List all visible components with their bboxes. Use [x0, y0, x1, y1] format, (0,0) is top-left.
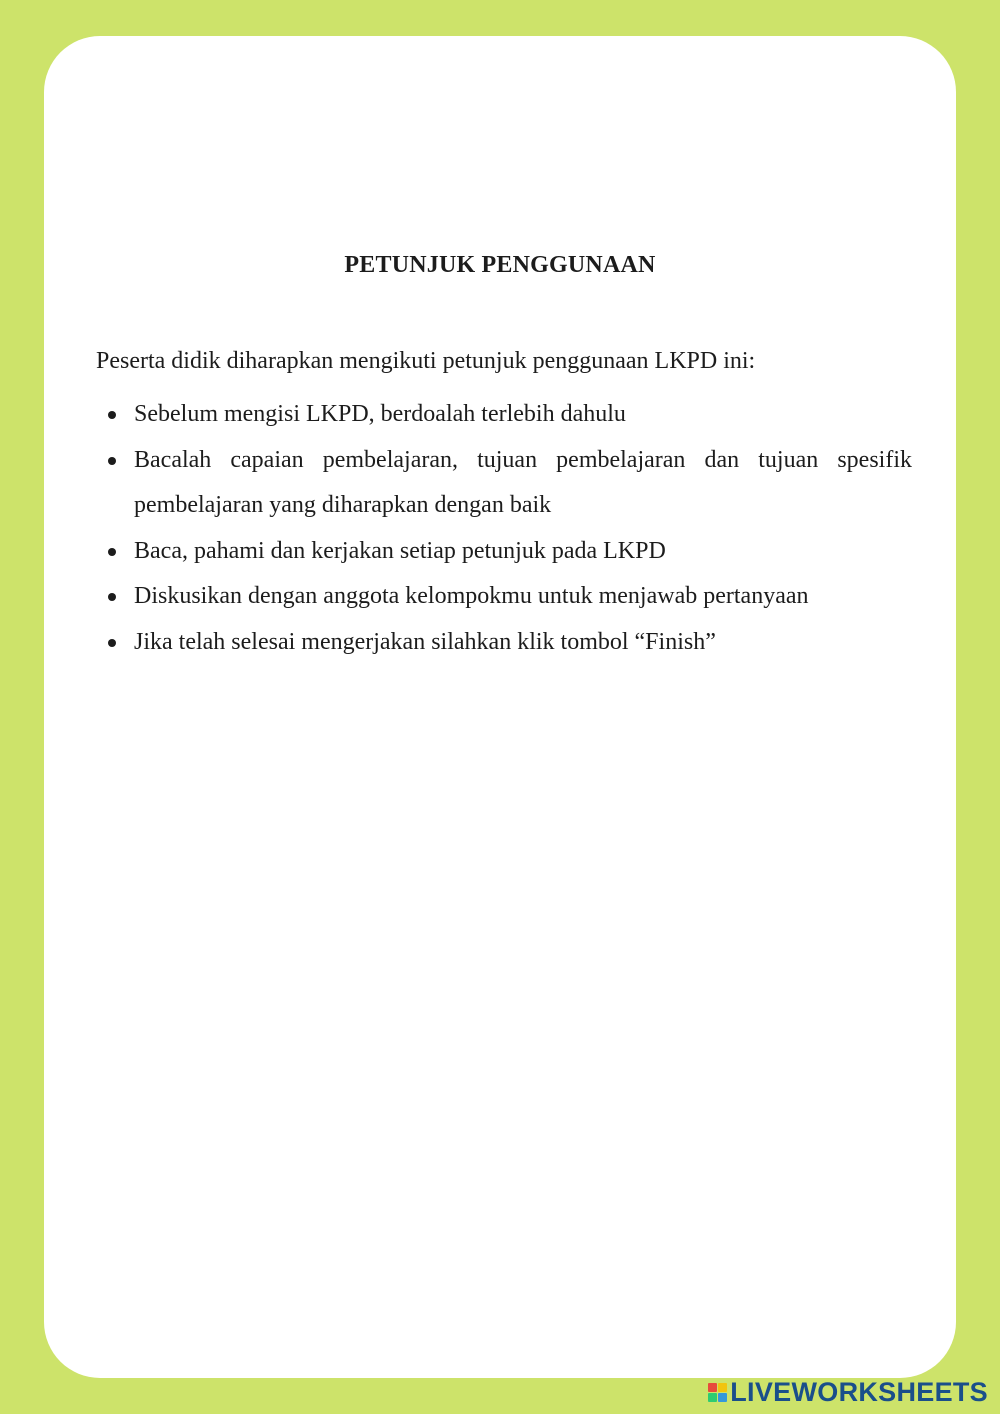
- bullet-icon: [108, 593, 116, 601]
- logo-square-green: [708, 1393, 717, 1402]
- bullet-icon: [108, 548, 116, 556]
- list-item: [96, 574, 912, 620]
- logo-square-yellow: [718, 1383, 727, 1392]
- list-item: [96, 392, 912, 438]
- step-text: Diskusikan dengan anggota kelompokmu untuk menjawab pertanyaan: [134, 583, 809, 609]
- step-text: Baca, pahami dan kerjakan setiap petunjuk pada LKPD: [134, 537, 666, 564]
- liveworksheets-logo[interactable]: [708, 1376, 988, 1408]
- intro-text: Peserta didik diharapkan mengikuti petunjuk penggunaan LKPD ini:: [96, 348, 756, 374]
- step-text: Bacalah capaian pembelajaran, tujuan pembelajaran dan tujuan spesifik pembelajaran yang diharapkan dengan baik: [134, 446, 912, 518]
- list-item: [96, 620, 912, 666]
- logo-mark-icon: [708, 1383, 727, 1402]
- bullet-icon: [108, 639, 116, 647]
- bullet-icon: [108, 411, 116, 419]
- bullet-icon: [108, 457, 116, 465]
- document-card: [44, 36, 956, 1378]
- list-item: [96, 529, 912, 575]
- step-text: Jika telah selesai mengerjakan silahkan klik tombol “Finish”: [134, 628, 716, 655]
- logo-square-red: [708, 1383, 717, 1392]
- logo-square-blue: [718, 1393, 727, 1402]
- instruction-list: [96, 392, 912, 665]
- step-text: Sebelum mengisi LKPD, berdoalah terlebih dahulu: [134, 401, 626, 427]
- brand-name: LIVEWORKSHEETS: [730, 1377, 988, 1407]
- list-item: [96, 438, 912, 529]
- page-title: PETUNJUK PENGGUNAAN: [344, 252, 656, 278]
